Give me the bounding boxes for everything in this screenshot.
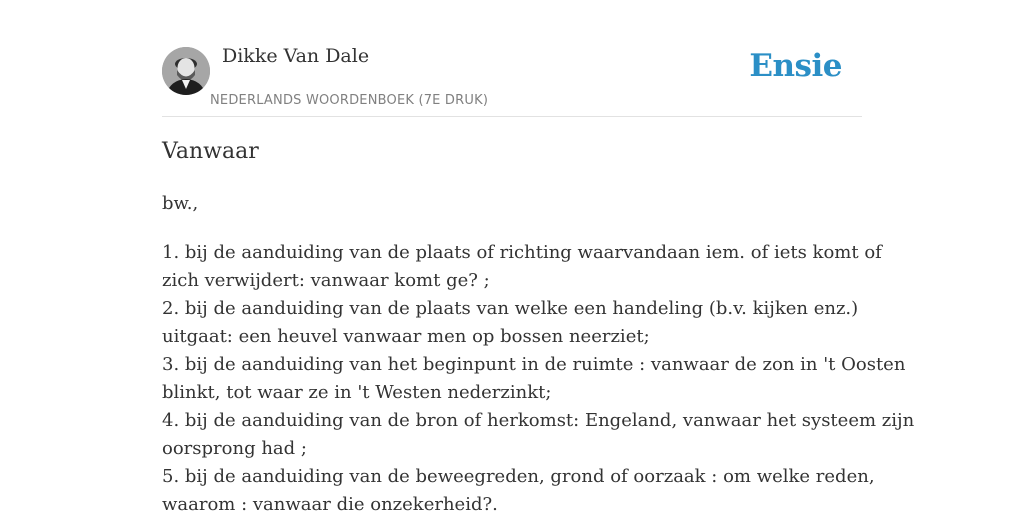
author-portrait-icon: [162, 47, 210, 95]
definition-line: oorsprong had ;: [162, 438, 307, 459]
ensie-logo[interactable]: Ensie: [749, 48, 842, 84]
definition-line: uitgaat: een heuvel vanwaar men op bossen neerziet;: [162, 326, 650, 347]
source-name[interactable]: NEDERLANDS WOORDENBOEK (7E DRUK): [210, 93, 489, 108]
avatar[interactable]: [162, 47, 210, 95]
definition-line: 3. bij de aanduiding van het beginpunt in de ruimte : vanwaar de zon in 't Oosten: [162, 354, 906, 375]
header: [162, 0, 862, 117]
author-name[interactable]: Dikke Van Dale: [222, 45, 370, 67]
definition-line: waarom : vanwaar die onzekerheid?.: [162, 494, 498, 515]
page: [162, 0, 915, 515]
definition-line: zich verwijdert: vanwaar komt ge? ;: [162, 270, 490, 291]
definition-list: [162, 239, 915, 519]
definition-line: 5. bij de aanduiding van de beweegreden, grond of oorzaak : om welke reden,: [162, 466, 875, 487]
definition-line: 2. bij de aanduiding van de plaats van welke een handeling (b.v. kijken enz.): [162, 298, 859, 319]
entry-title: Vanwaar: [162, 139, 259, 164]
definition-line: 4. bij de aanduiding van de bron of herkomst: Engeland, vanwaar het systeem zijn: [162, 410, 915, 431]
definition-line: 1. bij de aanduiding van de plaats of richting waarvandaan iem. of iets komt of: [162, 242, 882, 263]
part-of-speech: bw.,: [162, 193, 199, 214]
definition-line: blinkt, tot waar ze in 't Westen nederzinkt;: [162, 382, 552, 403]
